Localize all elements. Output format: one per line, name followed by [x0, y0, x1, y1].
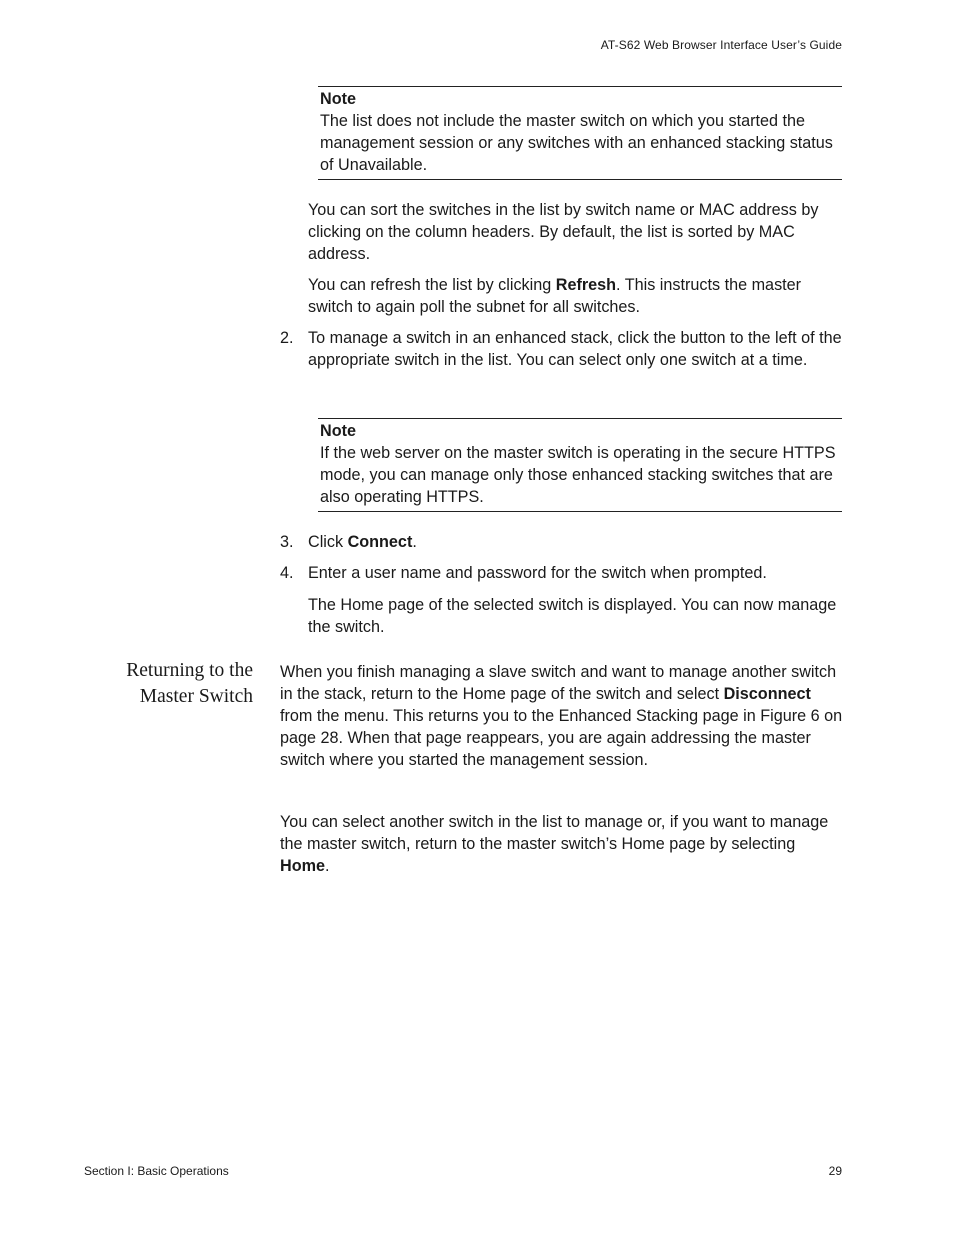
paragraph-refresh: You can refresh the list by clicking Refresh. This instructs the master switch to again poll the subnet for all switches.	[308, 276, 802, 316]
footer-section: Section I: Basic Operations	[84, 1164, 229, 1178]
step-text: Enter a user name and password for the switch when prompted.	[308, 564, 767, 582]
section-paragraph: You can select another switch in the list to manage or, if you want to manage the master switch, return to the master switch’s Home page by selecting Home.	[280, 813, 829, 875]
note-text: The list does not include the master switch on which you started the management session or any switches with an enhanced stacking status of Unavailable.	[320, 112, 833, 174]
note-box	[318, 418, 842, 512]
note-title: Note	[320, 90, 356, 108]
step-text: Click Connect.	[308, 533, 417, 551]
section-paragraph: When you finish managing a slave switch and want to manage another switch in the stack, return to the Home page of the switch and select Disconnect from the menu. This returns you to the Enhanced Stacking page in Figure 6 on page 28. When that page reappears, you are again addressing the master switch where you started the management session.	[280, 663, 843, 769]
running-header: AT-S62 Web Browser Interface User’s Guide	[600, 38, 842, 52]
paragraph-sort: You can sort the switches in the list by switch name or MAC address by clicking on the column headers. By default, the list is sorted by MAC address.	[308, 201, 819, 263]
step-number: 2.	[280, 329, 294, 347]
step-item	[280, 531, 843, 553]
step-text: To manage a switch in an enhanced stack, click the button to the left of the appropriate switch in the list. You can select only one switch at a time.	[308, 329, 842, 369]
home-term: Home	[280, 857, 325, 875]
step-item	[280, 562, 843, 584]
note-text: If the web server on the master switch is operating in the secure HTTPS mode, you can manage only those enhanced stacking switches that are also operating HTTPS.	[320, 444, 836, 506]
disconnect-term: Disconnect	[723, 685, 811, 703]
step-number: 4.	[280, 564, 294, 582]
page-number: 29	[828, 1164, 842, 1178]
note-box	[318, 86, 842, 180]
note-title: Note	[320, 422, 356, 440]
paragraph-home: The Home page of the selected switch is displayed. You can now manage the switch.	[308, 596, 837, 636]
connect-term: Connect	[347, 533, 413, 551]
step-number: 3.	[280, 533, 294, 551]
step-item	[280, 327, 843, 371]
refresh-term: Refresh	[555, 276, 617, 294]
section-heading: Returning to the Master Switch	[126, 660, 253, 707]
